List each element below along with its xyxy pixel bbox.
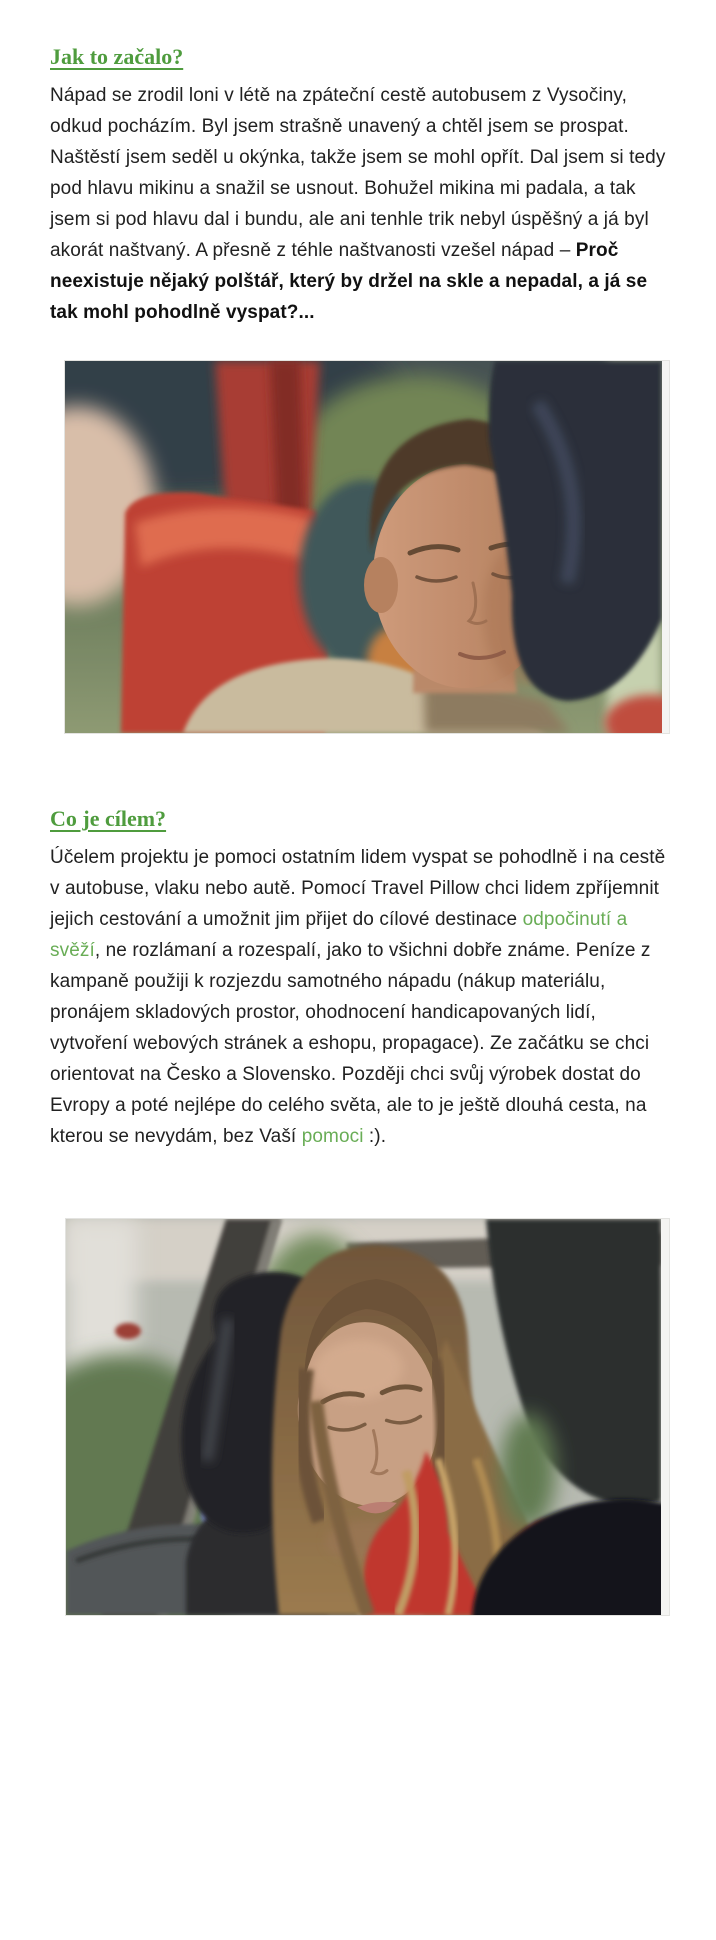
photo-woman-sleeping-in-car [65,1218,670,1616]
text-run: Účelem projektu je pomoci ostatním lidem vyspat se pohodlně i na cestě v autobuse, vlaku nebo autě. Pomocí Travel Pillow chci lidem zpříjemnit jejich cestování a umožnit jim přijet do cílové destinace [50,847,666,930]
car-photo-illustration [66,1219,661,1615]
paragraph-project-goal [50,842,670,1152]
text-run-bold-question: Proč neexistuje nějaký polštář, který by držel na skle a nepadal, a já se tak mohl pohodlně vyspat?... [50,240,648,323]
text-run: , ne rozlámaní a rozespalí, jako to všichni dobře známe. Peníze z kampaně použiji k rozjezdu samotného nápadu (nákup materiálu, pronájem skladových prostor, ohodnocení handicapovaných lidí, vytvoření webových stránek a eshopu, propagace). Ze začátku se chci orientovat na Česko a Slovensko. Později chci svůj výrobek dostat do Evropy a poté nejlépe do celého světa, ale to je ještě dlouhá cesta, na kterou se nevydám, bez Vaší [50,940,651,1147]
photo-man-sleeping-on-bus [64,360,670,734]
text-run: Nápad se zrodil loni v létě na zpáteční cestě autobusem z Vysočiny, odkud pocházím. Byl jsem strašně unavený a chtěl jsem se prospat. Naštěstí jsem seděl u okýnka, takže jsem se mohl opřít. Dal jsem si tedy pod hlavu mikinu a snažil se usnout. Bohužel mikina mi padala, a tak jsem si pod hlavu dal i bundu, ale ani tenhle trik nebyl úspěšný a já byl akorát naštvaný. A přesně z téhle naštvanosti vzešel nápad – [50,85,666,261]
text-run-green-fresh: odpočinutí a svěží [50,909,628,961]
text-run-green-help: pomoci [301,1126,364,1147]
heading-jak-to-zacalo: Jak to začalo? [50,44,184,69]
heading-co-je-cilem: Co je cílem? [50,806,167,831]
text-run: :). [363,1126,387,1147]
paragraph-origin-story [50,80,670,328]
bus-photo-illustration [65,361,662,733]
